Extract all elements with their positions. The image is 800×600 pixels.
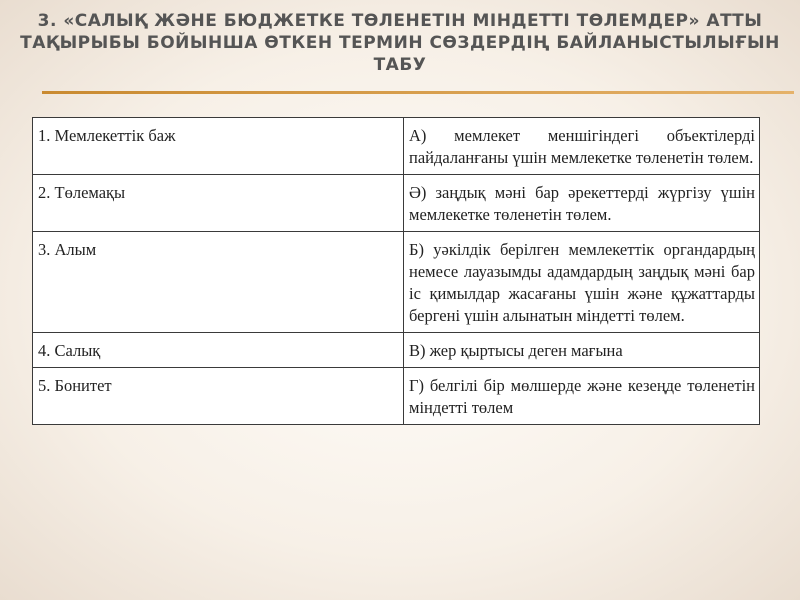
definition-cell: Ә) заңдық мәні бар әрекеттерді жүргізу үшін мемлекетке төленетін төлем. [404, 175, 760, 232]
term-cell: 2. Төлемақы [33, 175, 404, 232]
table-row [33, 118, 760, 175]
term-cell: 1. Мемлекеттік баж [33, 118, 404, 175]
term-cell: 5. Бонитет [33, 368, 404, 425]
slide-title: 3. «САЛЫҚ ЖӘНЕ БЮДЖЕТКЕ ТӨЛЕНЕТІН МІНДЕТТІ ТӨЛЕМДЕР» АТТЫ ТАҚЫРЫБЫ БОЙЫНША ӨТКЕН ТЕРМИН СӨЗДЕРДІҢ БАЙЛАНЫСТЫЛЫҒЫН ТАБУ [20, 11, 780, 75]
term-cell: 3. Алым [33, 232, 404, 333]
table-row [33, 175, 760, 232]
term-matching-table [32, 117, 760, 425]
table-row [33, 333, 760, 368]
definition-cell: А) мемлекет меншігіндегі объектілерді пайдаланғаны үшін мемлекетке төленетін төлем. [404, 118, 760, 175]
definition-cell: В) жер қыртысы деген мағына [404, 333, 760, 368]
definition-cell: Б) уәкілдік берілген мемлекеттік органдардың немесе лауазымды адамдардың заңдық мәні бар іс қимылдар жасағаны үшін және құжаттарды бергені үшін алынатын міндетті төлем. [404, 232, 760, 333]
table-row [33, 232, 760, 333]
definition-cell: Г) белгілі бір мөлшерде және кезеңде төленетін міндетті төлем [404, 368, 760, 425]
term-cell: 4. Салық [33, 333, 404, 368]
table-row [33, 368, 760, 425]
title-divider [42, 91, 794, 94]
